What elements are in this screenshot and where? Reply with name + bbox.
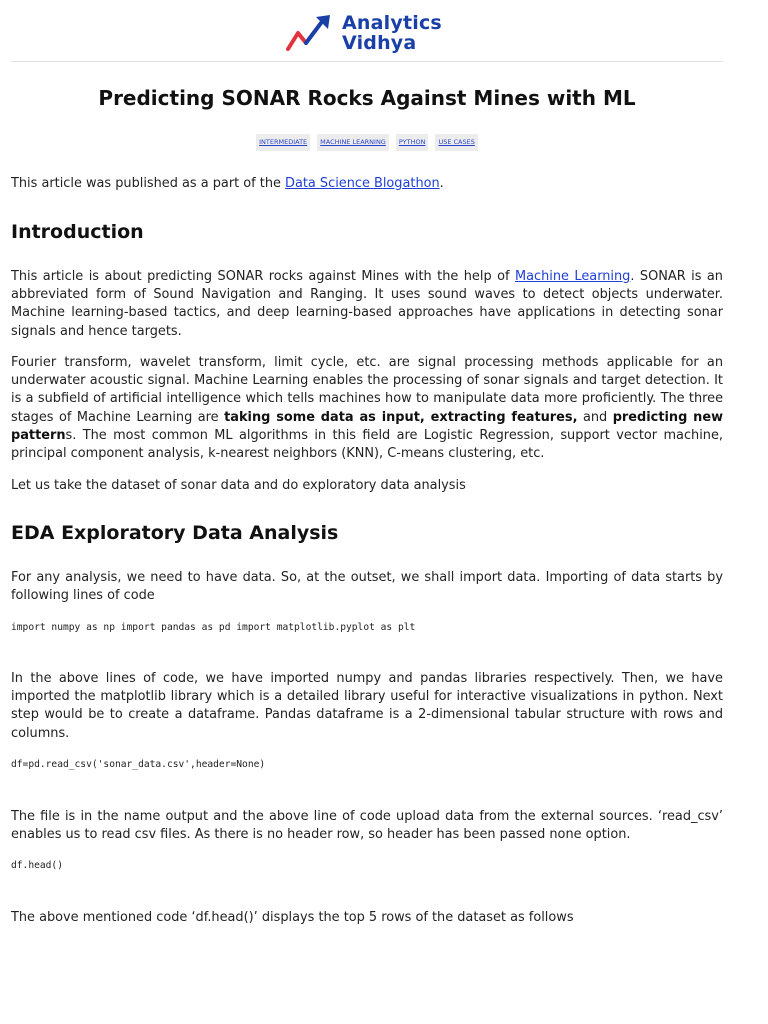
intro-paragraph-2	[11, 354, 723, 463]
eda-paragraph-2: In the above lines of code, we have imported numpy and pandas libraries respectively. Then, we have imported the matplotlib library which is a detailed library useful for interactive visualizations in python. Next step would be to create a dataframe. Pandas dataframe is a 2-dimensional tabular structure with rows and columns.	[11, 671, 723, 741]
tag-python[interactable]: PYTHON	[396, 134, 429, 151]
code-block-imports: import numpy as np import pandas as pd import matplotlib.pyplot as plt	[11, 622, 416, 633]
logo-wordmark	[342, 13, 442, 53]
tag-intermediate[interactable]: INTERMEDIATE	[256, 134, 310, 151]
site-logo[interactable]	[286, 10, 442, 56]
blogathon-link[interactable]: Data Science Blogathon	[285, 176, 440, 191]
published-note	[11, 175, 723, 193]
intro-p2-bold2: predicting new pattern	[11, 409, 724, 443]
eda-paragraph-3: The file is in the name output and the above line of code upload data from the external sources. ‘read_csv’ enables us to read csv files. As there is no header row, so header has been passed none option.	[11, 809, 723, 843]
tag-machine-learning[interactable]: MACHINE LEARNING	[317, 134, 389, 151]
eda-paragraph-4: The above mentioned code ‘df.head()’ displays the top 5 rows of the dataset as follows	[11, 910, 574, 925]
intro-p1-prefix: This article is about predicting SONAR rocks against Mines with the help of	[11, 269, 515, 284]
tag-list	[11, 134, 723, 151]
logo-line-2: Vidhya	[342, 32, 417, 54]
intro-p2-part1: Fourier transform, wavelet transform, limit cycle, etc. are signal processing methods applicable for an underwater acoustic signal. Machine Learning enables the processing of sonar signals and target detection. It is a subfield of artificial intelligence which tells machines how to manipulate data more proficiently. The three stages of Machine Learning are	[11, 355, 723, 425]
article-title: Predicting SONAR Rocks Against Mines with ML	[98, 86, 636, 110]
eda-heading: EDA Exploratory Data Analysis	[11, 522, 339, 544]
chart-arrow-icon	[286, 13, 334, 53]
intro-p2-part2: and	[577, 409, 613, 425]
intro-paragraph-1	[11, 268, 723, 341]
intro-p2-bold1: taking some data as input, extracting features,	[224, 409, 578, 425]
tag-use-cases[interactable]: USE CASES	[435, 134, 477, 151]
published-suffix: .	[439, 176, 444, 191]
header-divider	[11, 61, 723, 62]
code-block-read-csv: df=pd.read_csv('sonar_data.csv',header=None)	[11, 759, 266, 770]
intro-paragraph-3: Let us take the dataset of sonar data and do exploratory data analysis	[11, 478, 466, 493]
eda-paragraph-1: For any analysis, we need to have data. So, at the outset, we shall import data. Importing of data starts by following lines of code	[11, 570, 723, 604]
intro-heading: Introduction	[11, 221, 144, 243]
intro-p1-suffix: . SONAR is an abbreviated form of Sound Navigation and Ranging. It uses sound waves to detect objects underwater. Machine learning-based tactics, and deep learning-based approaches have applications in detecting sonar signals and hence targets.	[11, 269, 723, 339]
code-block-head: df.head()	[11, 860, 63, 871]
intro-p2-part3: s. The most common ML algorithms in this field are Logistic Regression, support vector machine, principal component analysis, k-nearest neighbors (KNN), C-means clustering, etc.	[11, 427, 723, 462]
logo-line-1: Analytics	[342, 12, 442, 34]
machine-learning-link[interactable]: Machine Learning	[514, 269, 631, 284]
published-prefix: This article was published as a part of the	[11, 176, 286, 191]
